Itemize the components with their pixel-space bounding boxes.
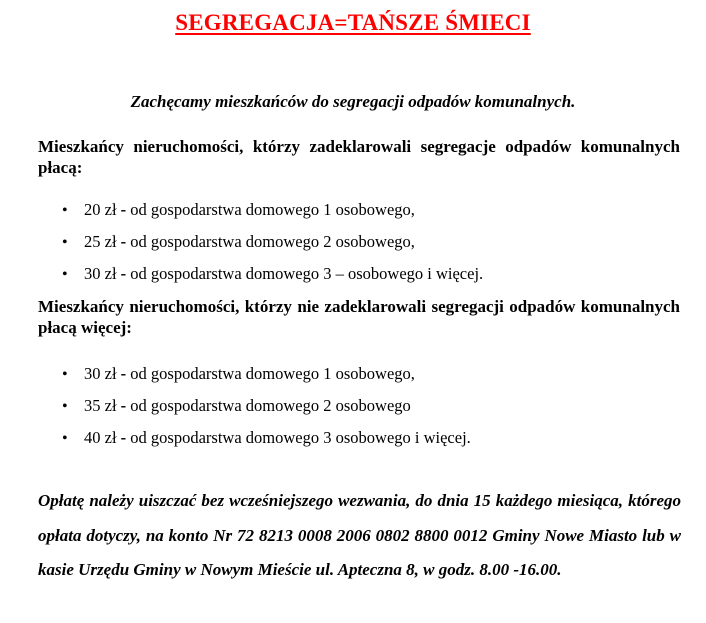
list-item: [62, 264, 682, 296]
intro-text: Zachęcamy mieszkańców do segregacji odpadów komunalnych.: [130, 92, 576, 111]
fee-dash: -: [120, 428, 127, 447]
bullet-icon: •: [62, 366, 68, 383]
fee-amount: 30 zł: [84, 364, 117, 383]
list-item: [62, 364, 682, 396]
fee-description: od gospodarstwa domowego 1 osobowego,: [130, 364, 415, 383]
list-item: [62, 232, 682, 264]
segregating-fee-list: [62, 200, 682, 296]
fee-description: od gospodarstwa domowego 2 osobowego,: [130, 232, 415, 251]
fee-amount: 25 zł: [84, 232, 117, 251]
bullet-icon: •: [62, 234, 68, 251]
bullet-icon: •: [62, 266, 68, 283]
list-item: [62, 200, 682, 232]
fee-dash: -: [120, 200, 127, 219]
not-segregating-heading: Mieszkańcy nieruchomości, którzy nie zadeklarowali segregacji odpadów komunalnych płacą więcej:: [38, 297, 680, 337]
bullet-icon: •: [62, 430, 68, 447]
bullet-icon: •: [62, 202, 68, 219]
list-item: [62, 428, 682, 460]
fee-amount: 20 zł: [84, 200, 117, 219]
page-title: SEGREGACJA=TAŃSZE ŚMIECI: [175, 10, 531, 35]
fee-amount: 30 zł: [84, 264, 117, 283]
fee-amount: 35 zł: [84, 396, 117, 415]
fee-description: od gospodarstwa domowego 3 – osobowego i więcej.: [130, 264, 484, 283]
bullet-icon: •: [62, 398, 68, 415]
list-item: [62, 396, 682, 428]
fee-dash: -: [120, 396, 127, 415]
fee-dash: -: [120, 364, 127, 383]
fee-dash: -: [120, 232, 127, 251]
fee-amount: 40 zł: [84, 428, 117, 447]
not-segregating-fee-list: [62, 364, 682, 460]
fee-dash: -: [120, 264, 127, 283]
payment-info: Opłatę należy uiszczać bez wcześniejszego wezwania, do dnia 15 każdego miesiąca, którego opłata dotyczy, na konto Nr 72 8213 0008 2006 0802 8800 0012 Gminy Nowe Miasto lub w kasie Urzędu Gminy w Nowym Mieście ul. Apteczna 8, w godz. 8.00 -16.00.: [38, 491, 681, 579]
fee-description: od gospodarstwa domowego 1 osobowego,: [130, 200, 415, 219]
segregating-heading: Mieszkańcy nieruchomości, którzy zadeklarowali segregacje odpadów komunalnych płacą:: [38, 137, 680, 177]
fee-description: od gospodarstwa domowego 2 osobowego: [130, 396, 411, 415]
fee-description: od gospodarstwa domowego 3 osobowego i więcej.: [130, 428, 471, 447]
